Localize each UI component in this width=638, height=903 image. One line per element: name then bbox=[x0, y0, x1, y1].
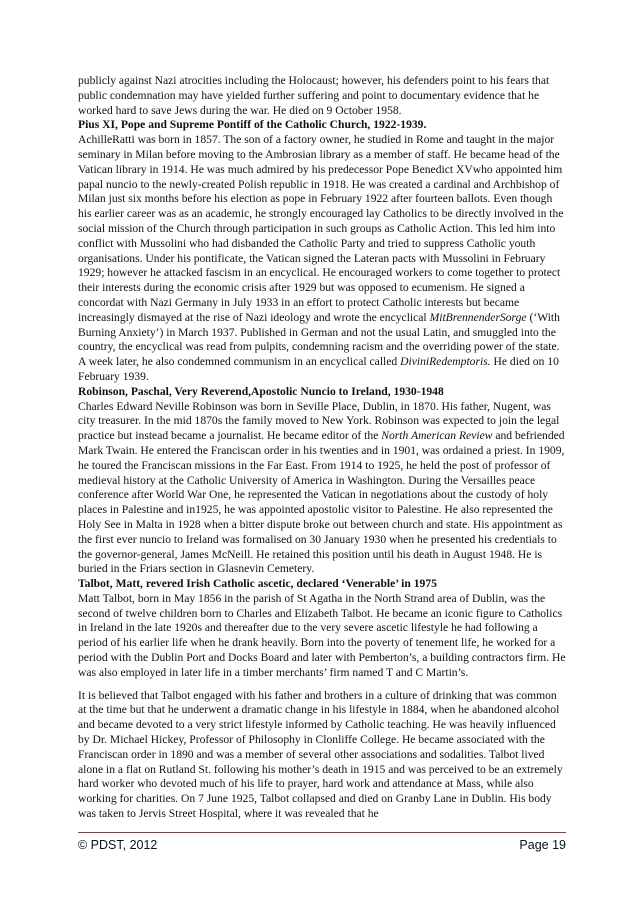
pius-encyclical-title-2: DiviniRedemptoris. bbox=[400, 355, 491, 369]
pius-text-c: He died on 10 February 1939. bbox=[78, 355, 559, 383]
pius-heading: Pius XI, Pope and Supreme Pontiff of the Catholic Church, 1922-1939. bbox=[78, 118, 427, 132]
page-footer bbox=[78, 838, 566, 852]
intro-paragraph bbox=[78, 74, 566, 118]
footer-rule bbox=[78, 832, 566, 833]
page-content bbox=[78, 74, 566, 822]
robinson-text-b: and befriended Mark Twain. He entered the Franciscan order in his twenties and in 1901, was ordained a priest. In 1909, he toured the Franciscan missions in the Far East. From 1914 to 1925, he held the post of professor of medieval history at the Catholic University of America in Washington. During the Versailles peace conference after World War One, he represented the Vatican in negotiations about the custody of holy places in Palestine and in1925, he was appointed apostolic visitor to Palestine. He also represented the Holy See in Malta in 1928 when a bitter dispute broke out between church and state. His appointment as the first ever nuncio to Ireland was formalised on 30 January 1930 when he presented his credentials to the governor-general, James McNeill. He retained this position until his death in August 1948. He is buried in the Friars section in Glasnevin Cemetery. bbox=[78, 429, 565, 576]
intro-text: publicly against Nazi atrocities including the Holocaust; however, his defenders point to his fears that public condemnation may have yielded further suffering and point to documentary evidence that he worked hard to save Jews during the war. He died on 9 October 1958. bbox=[78, 74, 550, 117]
pius-paragraph bbox=[78, 133, 566, 385]
robinson-paragraph bbox=[78, 400, 566, 578]
robinson-text-a: Charles Edward Neville Robinson was born in Seville Place, Dublin, in 1870. His father, Nugent, was city treasurer. In the mid 1870s the family moved to New York. Robinson was expected to join the legal practice but instead became a journalist. He became editor of the bbox=[78, 399, 560, 443]
robinson-heading: Robinson, Paschal, Very Reverend,Apostolic Nuncio to Ireland, 1930-1948 bbox=[78, 384, 444, 398]
robinson-publication-title: North American Review bbox=[381, 429, 493, 443]
talbot-heading: Talbot, Matt, revered Irish Catholic ascetic, declared ‘Venerable’ in 1975 bbox=[78, 577, 437, 591]
talbot-paragraph-2: It is believed that Talbot engaged with his father and brothers in a culture of drinking that was common at the time but that he underwent a dramatic change in his lifestyle in 1884, when he abandoned alcohol and became devoted to a very strict lifestyle informed by Catholic teaching. He was heavily influenced by Dr. Michael Hickey, Professor of Philosophy in Clonliffe College. He became associated with the Franciscan order in 1890 and was a member of several other associations and sodalities. Talbot lived alone in a flat on Rutland St. following his mother’s death in 1915 and was perceived to be an extremely hard worker who devoted much of his life to prayer, hard work and attendance at Mass, while also working for charities. On 7 June 1925, Talbot collapsed and died on Granby Lane in Dublin. His body was taken to Jervis Street Hospital, where it was revealed that he bbox=[78, 688, 563, 821]
footer-copyright: © PDST, 2012 bbox=[78, 838, 158, 852]
talbot-paragraph-1: Matt Talbot, born in May 1856 in the parish of St Agatha in the North Strand area of Dublin, was the second of twelve children born to Charles and Elizabeth Talbot. He became an iconic figure to Catholics in Ireland in the late 1920s and thereafter due to the very severe ascetic lifestyle he had following a period of his earlier life when he drank heavily. Born into the poverty of tenement life, he worked for a period with the Dublin Port and Docks Board and later with Pemberton’s, a building contractors firm. He was also employed in later life in a timber merchants’ firm named T and C Martin’s. bbox=[78, 591, 566, 679]
pius-text-b: (‘With Burning Anxiety’) in March 1937. Published in German and not the usual Latin, and smuggled into the country, the encyclical was read from pulpits, condemning racism and the overriding power of the state. A week later, he also condemned communism in an encyclical called bbox=[78, 310, 560, 369]
pius-text-a: AchilleRatti was born in 1857. The son of a factory owner, he studied in Rome and taught in the major seminary in Milan before moving to the Ambrosian library as a member of staff. He became head of the Vatican library in 1914. He was much admired by his predecessor Pope Benedict XVwho appointed him papal nuncio to the newly-created Polish republic in 1918. He was created a cardinal and Archbishop of Milan just six months before his election as pope in February 1922 after fourteen ballots. Even though his earlier career was as an academic, he strongly encouraged lay Catholics to be directly involved in the social mission of the Church through participation in such groups as Catholic Action. This led him into conflict with Mussolini who had disbanded the Catholic Party and tried to suppress Catholic youth organisations. Under his pontificate, the Vatican signed the Lateran pacts with Mussolini in February 1929; however he attacked fascism in an encyclical. He encouraged workers to come together to protect their interests during the economic crisis after 1929 but was opposed to ecumenism. He signed a concordat with Nazi Germany in July 1933 in an effort to protect Catholic interests but became increasingly dismayed at the rise of Nazi ideology and wrote the encyclical bbox=[78, 133, 564, 324]
footer-page-number: Page 19 bbox=[519, 838, 566, 852]
pius-encyclical-title-1: MitBrennenderSorge bbox=[429, 310, 527, 324]
